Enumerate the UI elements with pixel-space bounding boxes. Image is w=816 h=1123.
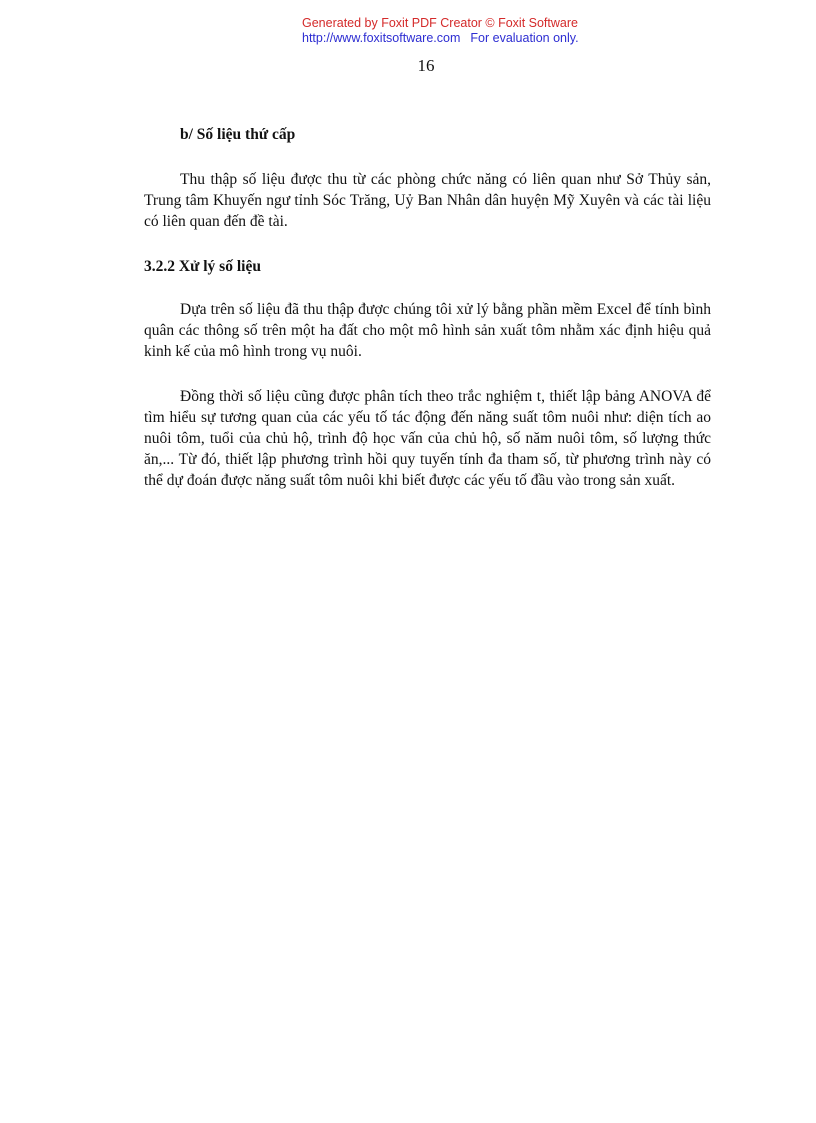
section-b-heading: b/ Số liệu thứ cấp (180, 126, 296, 143)
section-b-paragraph: Thu thập số liệu được thu từ các phòng chức năng có liên quan như Sở Thủy sản, Trung tâm Khuyến ngư tỉnh Sóc Trăng, Uỷ Ban Nhân dân huyện Mỹ Xuyên và các tài liệu có liên quan đến đề tài. (144, 171, 711, 230)
section-3-2-2-paragraph-1: Dựa trên số liệu đã thu thập được chúng tôi xử lý bằng phần mềm Excel để tính bình quân các thông số trên một ha đất cho một mô hình sản xuất tôm nhằm xác định hiệu quả kinh kế của mô hình trong vụ nuôi. (144, 301, 711, 360)
page-number: 16 (417, 56, 435, 75)
watermark-url: http://www.foxitsoftware.com (302, 31, 461, 45)
foxit-watermark (0, 16, 816, 46)
watermark-generator-text: Generated by Foxit PDF Creator © Foxit Software (302, 16, 578, 30)
document-body (144, 124, 711, 515)
watermark-url-line (0, 31, 816, 46)
watermark-evaluation-note: For evaluation only. (470, 31, 579, 45)
section-3-2-2-paragraph-2: Đồng thời số liệu cũng được phân tích theo trắc nghiệm t, thiết lập bảng ANOVA để tìm hiểu sự tương quan của các yếu tố tác động đến năng suất tôm nuôi như: diện tích ao nuôi tôm, tuổi của chủ hộ, trình độ học vấn của chủ hộ, số năm nuôi tôm, số lượng thức ăn,... Từ đó, thiết lập phương trình hồi quy tuyến tính đa tham số, từ phương trình này có thể dự đoán được năng suất tôm nuôi khi biết được các yếu tố đầu vào trong sản xuất. (144, 388, 711, 489)
section-3-2-2-heading: 3.2.2 Xử lý số liệu (144, 258, 261, 275)
